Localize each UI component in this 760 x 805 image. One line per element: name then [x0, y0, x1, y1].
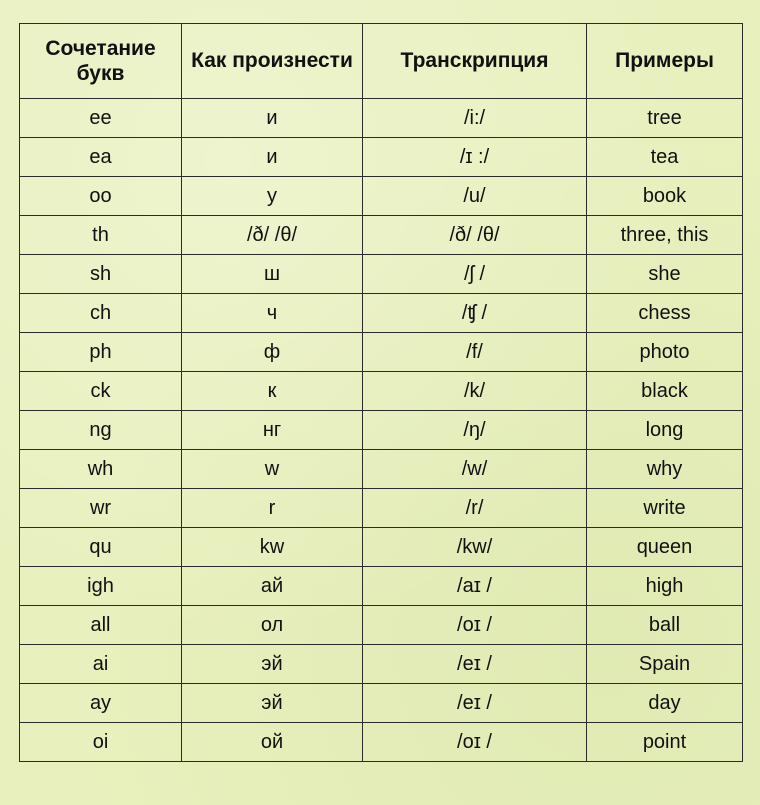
- cell-letters: qu: [20, 528, 182, 567]
- cell-example: high: [587, 567, 743, 606]
- cell-example: black: [587, 372, 743, 411]
- table-row: [20, 99, 743, 138]
- cell-transcription: /i:/: [363, 99, 587, 138]
- cell-letters: oo: [20, 177, 182, 216]
- header-letter-combination: Сочетание букв: [20, 24, 182, 99]
- cell-letters: ay: [20, 684, 182, 723]
- cell-example: long: [587, 411, 743, 450]
- cell-pronounce: kw: [182, 528, 363, 567]
- header-examples: Примеры: [587, 24, 743, 99]
- table-row: [20, 567, 743, 606]
- cell-letters: ai: [20, 645, 182, 684]
- cell-example: tea: [587, 138, 743, 177]
- cell-example: point: [587, 723, 743, 762]
- header-transcription: Транскрипция: [363, 24, 587, 99]
- cell-example: write: [587, 489, 743, 528]
- cell-transcription: /r/: [363, 489, 587, 528]
- table-row: [20, 489, 743, 528]
- cell-pronounce: w: [182, 450, 363, 489]
- cell-pronounce: у: [182, 177, 363, 216]
- cell-transcription: /kw/: [363, 528, 587, 567]
- cell-pronounce: ч: [182, 294, 363, 333]
- cell-letters: wh: [20, 450, 182, 489]
- cell-example: she: [587, 255, 743, 294]
- cell-example: photo: [587, 333, 743, 372]
- cell-transcription: /w/: [363, 450, 587, 489]
- cell-pronounce: и: [182, 138, 363, 177]
- table-row: [20, 450, 743, 489]
- cell-letters: ch: [20, 294, 182, 333]
- cell-letters: wr: [20, 489, 182, 528]
- table-row: [20, 216, 743, 255]
- cell-example: queen: [587, 528, 743, 567]
- table-row: [20, 723, 743, 762]
- cell-transcription: /ʧ /: [363, 294, 587, 333]
- cell-pronounce: ол: [182, 606, 363, 645]
- cell-example: Spain: [587, 645, 743, 684]
- table-row: [20, 333, 743, 372]
- cell-example: chess: [587, 294, 743, 333]
- cell-transcription: /aɪ /: [363, 567, 587, 606]
- cell-pronounce: к: [182, 372, 363, 411]
- cell-example: why: [587, 450, 743, 489]
- table-row: [20, 528, 743, 567]
- cell-pronounce: ой: [182, 723, 363, 762]
- cell-transcription: /ŋ/: [363, 411, 587, 450]
- header-pronunciation: Как произнести: [182, 24, 363, 99]
- cell-example: book: [587, 177, 743, 216]
- cell-transcription: /k/: [363, 372, 587, 411]
- table-row: [20, 411, 743, 450]
- table-row: [20, 138, 743, 177]
- table-row: [20, 645, 743, 684]
- table-row: [20, 294, 743, 333]
- header-row: [20, 24, 743, 99]
- table-row: [20, 255, 743, 294]
- cell-transcription: /ʃ /: [363, 255, 587, 294]
- cell-transcription: /ɪ :/: [363, 138, 587, 177]
- cell-transcription: /f/: [363, 333, 587, 372]
- cell-transcription: /u/: [363, 177, 587, 216]
- cell-example: three, this: [587, 216, 743, 255]
- cell-letters: ea: [20, 138, 182, 177]
- cell-transcription: /ð/ /θ/: [363, 216, 587, 255]
- cell-pronounce: нг: [182, 411, 363, 450]
- cell-example: tree: [587, 99, 743, 138]
- cell-transcription: /eɪ /: [363, 684, 587, 723]
- cell-letters: all: [20, 606, 182, 645]
- phonics-table: [19, 23, 743, 762]
- cell-pronounce: ф: [182, 333, 363, 372]
- cell-letters: ee: [20, 99, 182, 138]
- cell-letters: ph: [20, 333, 182, 372]
- cell-pronounce: ай: [182, 567, 363, 606]
- cell-letters: ck: [20, 372, 182, 411]
- cell-letters: ng: [20, 411, 182, 450]
- cell-letters: th: [20, 216, 182, 255]
- cell-pronounce: ш: [182, 255, 363, 294]
- cell-letters: oi: [20, 723, 182, 762]
- cell-pronounce: и: [182, 99, 363, 138]
- cell-letters: sh: [20, 255, 182, 294]
- table-row: [20, 606, 743, 645]
- cell-pronounce: r: [182, 489, 363, 528]
- cell-pronounce: /ð/ /θ/: [182, 216, 363, 255]
- table-row: [20, 177, 743, 216]
- cell-letters: igh: [20, 567, 182, 606]
- cell-transcription: /oɪ /: [363, 723, 587, 762]
- cell-pronounce: эй: [182, 684, 363, 723]
- cell-transcription: /oɪ /: [363, 606, 587, 645]
- table-row: [20, 372, 743, 411]
- cell-pronounce: эй: [182, 645, 363, 684]
- table-row: [20, 684, 743, 723]
- cell-example: day: [587, 684, 743, 723]
- cell-transcription: /eɪ /: [363, 645, 587, 684]
- cell-example: ball: [587, 606, 743, 645]
